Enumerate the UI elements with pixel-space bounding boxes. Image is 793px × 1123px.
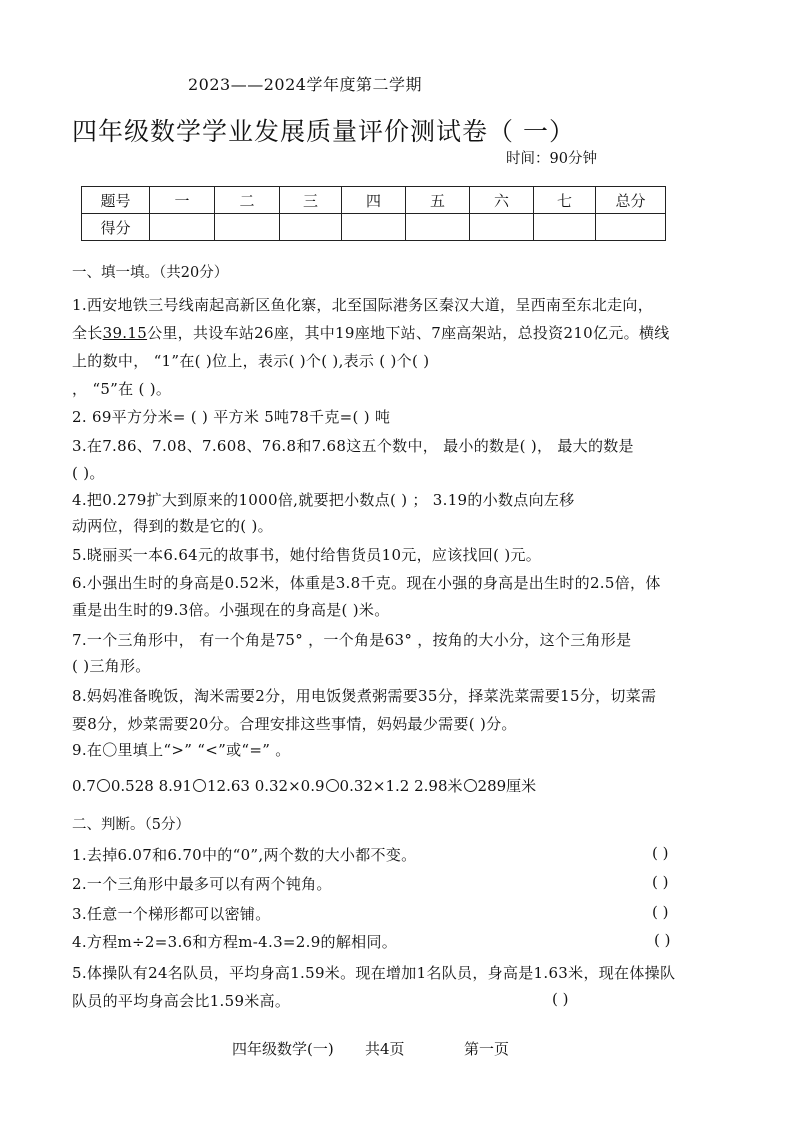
question-7-line-2: ( )三角形。 (72, 657, 151, 675)
comparison-left: 0.7 (72, 777, 96, 795)
answer-paren[interactable]: ( ) (652, 873, 669, 891)
question-2: 2. 69平方分米= ( ) 平方米 5吨78千克=( ) 吨 (72, 408, 391, 426)
judgment-item-2: 2.一个三角形中最多可以有两个钝角。 (72, 875, 332, 893)
section-1-heading: 一、填一填。（共20分） (72, 265, 229, 281)
question-3-line-2: ( )。 (72, 464, 105, 482)
table-cell: 七 (534, 187, 596, 214)
score-input-cell[interactable] (470, 214, 534, 241)
question-1-line-2 (72, 322, 670, 343)
page-title: 四年级数学学业发展质量评价测试卷（ 一） (72, 117, 575, 146)
score-input-cell[interactable] (406, 214, 470, 241)
answer-paren[interactable]: ( ) (652, 903, 669, 921)
table-cell: 二 (215, 187, 280, 214)
question-6-line-1: 6.小强出生时的身高是0.52米，体重是3.8千克。现在小强的身高是出生时的2.5倍，体 (72, 574, 661, 592)
score-input-cell[interactable] (596, 214, 666, 241)
question-9-line-1: 9.在〇里填上“>” “<”或“=” 。 (72, 741, 291, 759)
question-7-line-1: 7.一个三角形中， 有一个角是75° ，一个角是63° ，按角的大小分，这个三角形是 (72, 631, 632, 649)
score-table (81, 186, 666, 241)
compare-circle-icon[interactable] (193, 779, 206, 792)
question-8-line-1: 8.妈妈准备晚饭，淘米需要2分，用电饭煲煮粥需要35分，择菜洗菜需要15分，切菜需 (72, 687, 657, 705)
table-cell: 题号 (82, 187, 150, 214)
score-table-score-row (82, 214, 666, 241)
comparison-left: 0.32×0.9 (254, 777, 325, 795)
comparison-right: 289厘米 (477, 777, 537, 795)
text: 全长 (72, 324, 103, 342)
answer-paren[interactable]: ( ) (654, 931, 671, 949)
question-1-line-4: ， “5”在 ( )。 (72, 380, 172, 398)
score-input-cell[interactable] (150, 214, 215, 241)
score-input-cell[interactable] (280, 214, 342, 241)
judgment-item-1: 1.去掉6.07和6.70中的“0”,两个数的大小都不变。 (72, 846, 417, 864)
question-6-line-2: 重是出生时的9.3倍。小强现在的身高是( )米。 (72, 601, 390, 619)
score-input-cell[interactable] (215, 214, 280, 241)
comparison-left: 8.91 (158, 777, 192, 795)
underlined-number: 39.15 (102, 324, 148, 342)
table-cell: 总分 (596, 187, 666, 214)
section-2-heading: 二、判断。（5分） (72, 817, 190, 833)
exam-time: 时间：90分钟 (506, 151, 597, 167)
question-8-line-2: 要8分，炒菜需要20分。合理安排这些事情，妈妈最少需要( )分。 (72, 715, 517, 733)
question-9-comparisons (72, 775, 536, 796)
question-1-line-1: 1.西安地铁三号线南起高新区鱼化寨，北至国际港务区秦汉大道，呈西南至东北走向， (72, 296, 654, 314)
text: 公里，共设车站26座，其中19座地下站、7座高架站，总投资210亿元。横线 (147, 324, 670, 342)
question-3-line-1: 3.在7.86、7.08、7.608、76.8和7.68这五个数中， 最小的数是( )， 最大的数是 (72, 437, 634, 455)
table-cell: 六 (470, 187, 534, 214)
comparison-left: 2.98米 (414, 777, 463, 795)
comparison-right: 0.528 (110, 777, 159, 795)
question-4-line-1: 4.把0.279扩大到原来的1000倍,就要把小数点( ) ； 3.19的小数点向左移 (72, 491, 575, 509)
score-input-cell[interactable] (342, 214, 406, 241)
comparison-right: 12.63 (206, 777, 255, 795)
table-cell: 五 (406, 187, 470, 214)
table-cell: 三 (280, 187, 342, 214)
table-cell: 一 (150, 187, 215, 214)
footer-subject: 四年级数学(一) (232, 1040, 334, 1058)
school-year: 2023——2024学年度第二学期 (188, 75, 422, 94)
footer-page-count: 共4页 (365, 1040, 405, 1058)
judgment-item-5-line-2: 队员的平均身高会比1.59米高。 (72, 992, 291, 1010)
compare-circle-icon[interactable] (326, 779, 339, 792)
table-cell: 得分 (82, 214, 150, 241)
score-table-header-row (82, 187, 666, 214)
question-4-line-2: 动两位，得到的数是它的( )。 (72, 517, 273, 535)
score-input-cell[interactable] (534, 214, 596, 241)
comparison-right: 0.32×1.2 (339, 777, 415, 795)
compare-circle-icon[interactable] (464, 779, 477, 792)
answer-paren[interactable]: ( ) (652, 844, 669, 862)
judgment-item-4: 4.方程m÷2=3.6和方程m-4.3=2.9的解相同。 (72, 933, 398, 951)
compare-circle-icon[interactable] (97, 779, 110, 792)
question-1-line-3: 上的数中， “1”在( )位上，表示( )个( ),表示 ( )个( ) (72, 352, 430, 370)
judgment-item-3: 3.任意一个梯形都可以密铺。 (72, 905, 271, 923)
table-cell: 四 (342, 187, 406, 214)
footer-page-number: 第一页 (464, 1040, 510, 1058)
judgment-item-5-line-1: 5.体操队有24名队员，平均身高1.59米。现在增加1名队员，身高是1.63米，现在体操队 (72, 964, 676, 982)
question-5: 5.晓丽买一本6.64元的故事书，她付给售货员10元，应该找回( )元。 (72, 546, 542, 564)
answer-paren[interactable]: ( ) (552, 990, 569, 1008)
